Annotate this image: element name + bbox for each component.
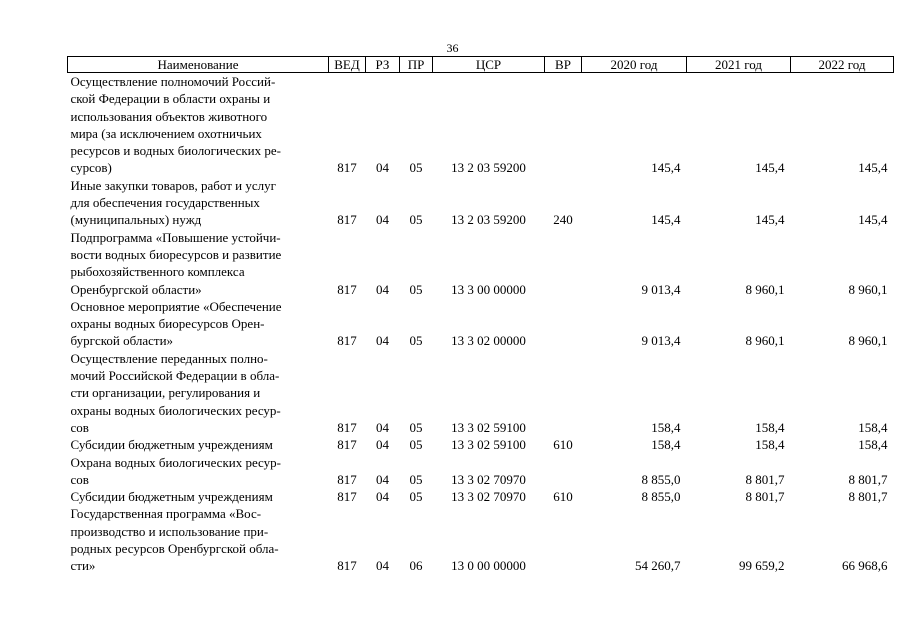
- cell-2021: 8 960,1: [745, 333, 785, 349]
- cell-pr: 05: [409, 437, 423, 453]
- cell-2022: 8 801,7: [848, 471, 888, 487]
- page-number: 36: [446, 41, 459, 55]
- cell-ved: 817: [337, 471, 357, 487]
- cell-pr: 05: [409, 471, 423, 487]
- header-name: Наименование: [68, 57, 329, 73]
- cell-vr: [545, 454, 582, 489]
- cell-2020: 145,4: [651, 160, 681, 176]
- header-vr: ВР: [545, 57, 582, 73]
- cell-rz: 04: [376, 489, 389, 505]
- table-row: [68, 298, 894, 350]
- header-ved: ВЕД: [329, 57, 366, 73]
- name-line: Подпрограмма «Повышение устойчи-: [70, 229, 281, 245]
- table-row: [68, 505, 894, 574]
- name-line: использования объектов животного: [70, 108, 268, 124]
- cell-pr: 05: [409, 489, 423, 505]
- cell-2021: 145,4: [755, 212, 785, 228]
- cell-csr: 13 3 02 70970: [451, 489, 526, 505]
- cell-vr: [545, 229, 582, 298]
- cell-pr: 05: [409, 160, 423, 176]
- name-line: ресурсов и водных биологических ре-: [70, 143, 281, 159]
- cell-ved: 817: [337, 333, 357, 349]
- cell-pr: 05: [409, 281, 423, 297]
- cell-2021: 145,4: [755, 160, 785, 176]
- cell-rz: 04: [376, 558, 389, 574]
- cell-rz: 04: [376, 212, 389, 228]
- table-row: [68, 454, 894, 489]
- cell-2020: 9 013,4: [641, 281, 681, 297]
- cell-name: [68, 298, 329, 350]
- header-2020: 2020 год: [582, 57, 687, 73]
- name-line: производство и использование при-: [70, 523, 269, 539]
- cell-vr: 610: [553, 437, 573, 453]
- name-line: Осуществление полномочий Россий-: [70, 74, 276, 89]
- table-row: [68, 350, 894, 436]
- cell-ved: 817: [337, 160, 357, 176]
- name-line: Субсидии бюджетным учреждениям: [70, 489, 273, 505]
- cell-rz: 04: [376, 471, 389, 487]
- name-line: сов: [70, 419, 89, 435]
- cell-csr: 13 3 02 70970: [451, 471, 526, 487]
- header-pr: ПР: [400, 57, 433, 73]
- table-row: [68, 488, 894, 505]
- cell-vr: 610: [553, 489, 573, 505]
- name-line: для обеспечения государственных: [70, 195, 260, 211]
- table-row: [68, 177, 894, 229]
- cell-rz: 04: [376, 333, 389, 349]
- cell-2020: 54 260,7: [635, 558, 681, 574]
- cell-2022: 158,4: [858, 437, 888, 453]
- cell-2021: 8 801,7: [745, 471, 785, 487]
- cell-name: [68, 229, 329, 298]
- name-line: (муниципальных) нужд: [70, 212, 202, 228]
- cell-vr: 240: [553, 212, 573, 228]
- cell-rz: 04: [376, 419, 389, 435]
- header-csr: ЦСР: [433, 57, 545, 73]
- cell-pr: 06: [409, 558, 423, 574]
- name-line: Основное мероприятие «Обеспечение: [70, 298, 282, 314]
- budget-table: [67, 56, 894, 575]
- cell-name: [68, 73, 329, 177]
- name-line: Государственная программа «Вос-: [70, 506, 262, 522]
- cell-name: [68, 454, 329, 489]
- cell-2020: 158,4: [651, 437, 681, 453]
- cell-2022: 8 960,1: [848, 281, 888, 297]
- cell-csr: 13 2 03 59200: [451, 160, 526, 176]
- cell-2021: 8 960,1: [745, 281, 785, 297]
- cell-vr: [545, 298, 582, 350]
- table-body: [68, 73, 894, 575]
- cell-name: [68, 436, 329, 453]
- name-line: охраны водных биоресурсов Орен-: [70, 316, 265, 332]
- cell-2020: 9 013,4: [641, 333, 681, 349]
- header-rz: РЗ: [366, 57, 400, 73]
- cell-2020: 158,4: [651, 419, 681, 435]
- name-line: вости водных биоресурсов и развитие: [70, 246, 282, 262]
- cell-vr: [545, 73, 582, 177]
- cell-csr: 13 3 00 00000: [451, 281, 526, 297]
- cell-csr: 13 0 00 00000: [451, 558, 526, 574]
- cell-csr: 13 3 02 59100: [451, 437, 526, 453]
- name-line: Иные закупки товаров, работ и услуг: [70, 177, 276, 193]
- cell-2022: 8 960,1: [848, 333, 888, 349]
- cell-ved: 817: [337, 558, 357, 574]
- cell-ved: 817: [337, 212, 357, 228]
- cell-2022: 66 968,6: [842, 558, 888, 574]
- table-row: [68, 73, 894, 177]
- cell-2021: 8 801,7: [745, 489, 785, 505]
- cell-pr: 05: [409, 212, 423, 228]
- name-line: бургской области»: [70, 333, 174, 349]
- name-line: Оренбургской области»: [70, 281, 202, 297]
- cell-pr: 05: [409, 419, 423, 435]
- cell-vr: [545, 350, 582, 436]
- table-header: [68, 57, 894, 73]
- name-line: мира (за исключением охотничьих: [70, 125, 262, 141]
- name-line: сти организации, регулирования и: [70, 385, 261, 401]
- cell-2020: 8 855,0: [641, 471, 681, 487]
- name-line: сов: [70, 471, 89, 487]
- name-line: ской Федерации в области охраны и: [70, 91, 271, 107]
- cell-2022: 158,4: [858, 419, 888, 435]
- cell-rz: 04: [376, 160, 389, 176]
- name-line: сурсов): [70, 160, 112, 176]
- cell-2022: 145,4: [858, 212, 888, 228]
- name-line: родных ресурсов Оренбургской обла-: [70, 541, 279, 557]
- cell-rz: 04: [376, 437, 389, 453]
- cell-name: [68, 505, 329, 574]
- name-line: мочий Российской Федерации в обла-: [70, 368, 280, 384]
- cell-ved: 817: [337, 281, 357, 297]
- cell-name: [68, 350, 329, 436]
- name-line: охраны водных биологических ресур-: [70, 402, 281, 418]
- cell-ved: 817: [337, 419, 357, 435]
- cell-2022: 145,4: [858, 160, 888, 176]
- name-line: Охрана водных биологических ресур-: [70, 454, 281, 470]
- cell-2020: 145,4: [651, 212, 681, 228]
- cell-2021: 158,4: [755, 437, 785, 453]
- cell-csr: 13 2 03 59200: [451, 212, 526, 228]
- cell-2021: 158,4: [755, 419, 785, 435]
- cell-2021: 99 659,2: [739, 558, 785, 574]
- name-line: рыбохозяйственного комплекса: [70, 264, 245, 280]
- cell-vr: [545, 505, 582, 574]
- cell-name: [68, 488, 329, 505]
- cell-rz: 04: [376, 281, 389, 297]
- name-line: Осуществление переданных полно-: [70, 350, 268, 366]
- header-2022: 2022 год: [791, 57, 894, 73]
- cell-2020: 8 855,0: [641, 489, 681, 505]
- cell-2022: 8 801,7: [848, 489, 888, 505]
- name-line: сти»: [70, 558, 96, 574]
- name-line: Субсидии бюджетным учреждениям: [70, 437, 273, 453]
- cell-ved: 817: [337, 437, 357, 453]
- cell-name: [68, 177, 329, 229]
- table-row: [68, 229, 894, 298]
- cell-csr: 13 3 02 00000: [451, 333, 526, 349]
- cell-ved: 817: [337, 489, 357, 505]
- header-2021: 2021 год: [687, 57, 791, 73]
- cell-pr: 05: [409, 333, 423, 349]
- table-row: [68, 436, 894, 453]
- cell-csr: 13 3 02 59100: [451, 419, 526, 435]
